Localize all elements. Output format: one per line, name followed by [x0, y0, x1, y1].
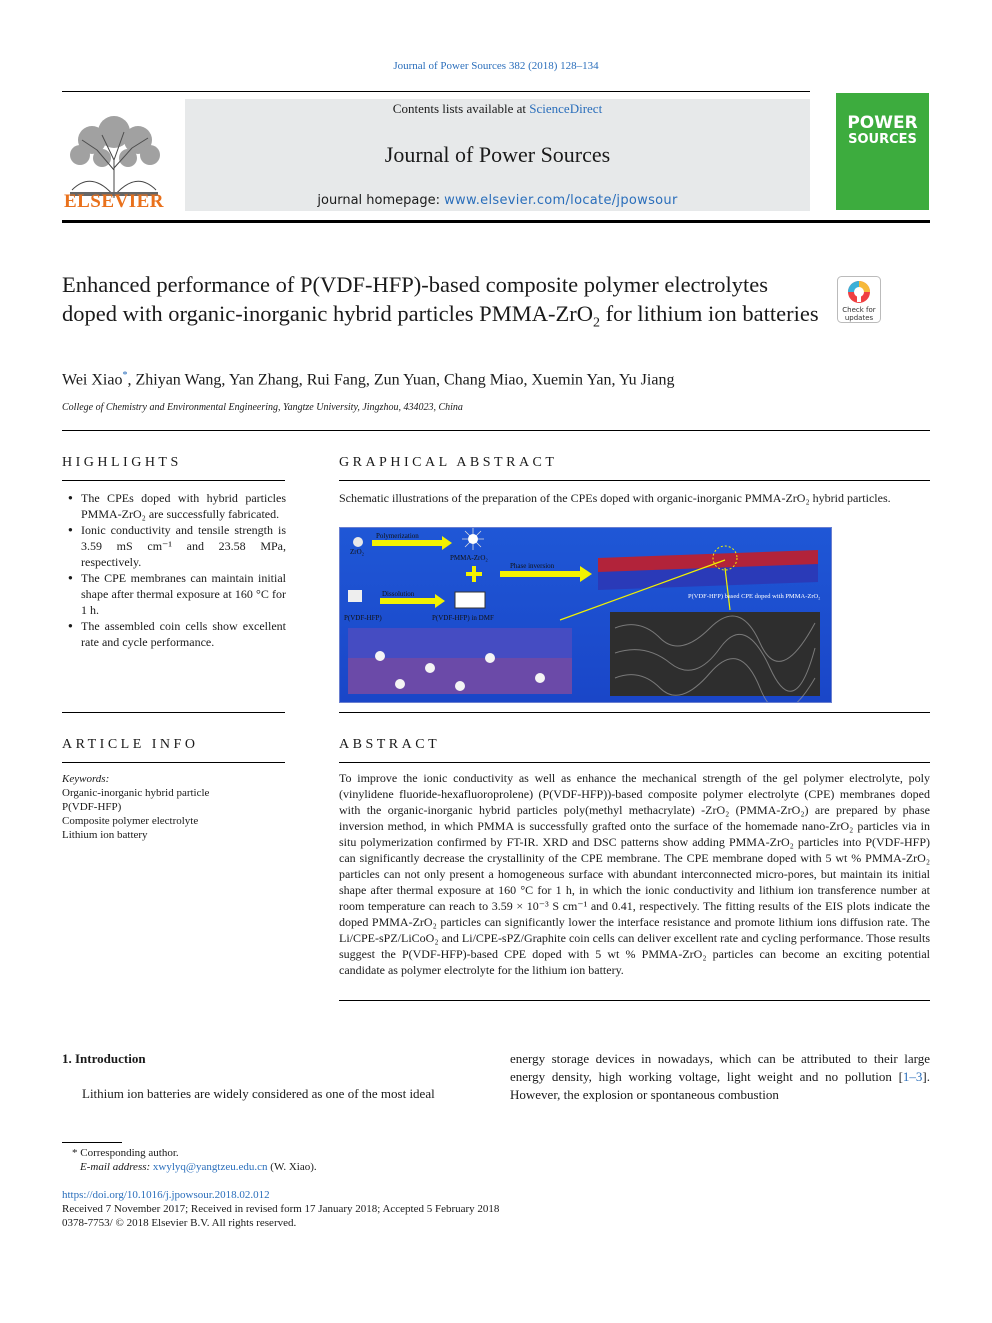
label-pvdf-hfp: P(VDF-HFP) [344, 614, 382, 622]
divider-article-info [62, 762, 285, 763]
pvdf-powder-icon [348, 590, 362, 602]
corresponding-author-note: * Corresponding author. [72, 1147, 179, 1159]
intro-text-a: energy storage devices in nowadays, which can be attributed to their large energy density, high working voltage, light weight and no pollution [ [510, 1051, 930, 1084]
keyword-item: Lithium ion battery [62, 829, 148, 841]
title-subscript: 2 [592, 315, 600, 331]
author-list [62, 370, 930, 389]
graphical-abstract-heading: GRAPHICAL ABSTRACT [339, 455, 558, 470]
arrow-phase-inversion-icon [500, 571, 580, 577]
journal-reference[interactable]: Journal of Power Sources 382 (2018) 128–134 [393, 60, 599, 72]
highlights-heading: HIGHLIGHTS [62, 455, 182, 470]
author-first[interactable]: Wei Xiao [62, 371, 123, 389]
beaker-icon [455, 592, 485, 608]
graphical-abstract-scheme [340, 528, 831, 702]
keyword-item: Organic-inorganic hybrid particle [62, 787, 210, 799]
email-line [62, 1160, 562, 1174]
cover-title-sources: SOURCES [848, 132, 917, 147]
divider-abstract-bottom [339, 1000, 930, 1001]
keywords-block [62, 772, 282, 842]
introduction-heading: 1. Introduction [62, 1051, 146, 1066]
divider-authors [62, 430, 930, 431]
article-title [62, 270, 822, 338]
introduction-paragraph-right [510, 1050, 930, 1104]
label-cpe: P(VDF-HFP) based CPE doped with PMMA-ZrO₂ [688, 593, 821, 600]
header-thick-rule [62, 220, 930, 223]
zro2-particle-icon [353, 537, 363, 547]
crossmark-label: Check for updates [842, 306, 876, 322]
divider-highlights [62, 480, 285, 481]
label-dissolution: Dissolution [382, 590, 415, 598]
divider-abstract [339, 762, 930, 763]
email-suffix: (W. Xiao). [267, 1161, 317, 1173]
cover-title-power: POWER [847, 113, 918, 133]
received-dates: Received 7 November 2017; Received in revised form 17 January 2018; Accepted 5 February 2018 [62, 1203, 500, 1215]
journal-homepage [185, 193, 810, 208]
citation-link[interactable]: 1–3 [902, 1069, 923, 1084]
contents-available [185, 101, 810, 117]
publication-info [62, 1188, 662, 1230]
email-label: E-mail address: [80, 1161, 153, 1173]
introduction-paragraph-left: Lithium ion batteries are widely considered as one of the most ideal [82, 1086, 435, 1101]
arrow-polymerization-icon [372, 540, 442, 546]
abstract-text: To improve the ionic conductivity as well as enhance the mechanical strength of the gel polymer electrolyte, poly (vinylidene fluoride-hexafluoroprolene) (P(VDF-HFP))-based composite polymer electrolyte (CPE) membranes doped with the organic-inorganic hybrid particles poly(methyl methacrylate) -ZrO₂ (PMMA-ZrO₂) are prepared by phase inversion method, in which PMMA is successfully grafted onto the surface of the homemade nano-ZrO₂ particles via in situ polymerization confirmed by FT-IR. XRD and DSC patterns show adding PMMA-ZrO₂ particles into P(VDF-HFP) can significantly decrease the crystallinity of the CPE membrane. The CPE membrane doped with 5 wt % PMMA-ZrO₂ particles can not only present a homogeneous surface with abundant interconnected micro-pores, but maintain its initial shape after thermal exposure at 160 °C for 1 h, in which the ionic conductivity and lithium ion transference number at room temperature can reach to 3.59 × 10⁻³ S cm⁻¹ and 0.41, respectively. The fitting results of the EIS plots indicate the doped PMMA-ZrO₂ particles can significantly lower the interface resistance and promote lithium ions diffusion rate. The Li/CPE-sPZ/LiCoO₂ and Li/CPE-sPZ/Graphite coin cells can deliver excellent rate and cycling performance. Those results suggest the P(VDF-HFP)-based CPE doped with 5 wt % PMMA-ZrO₂ particles can become an exciting potential candidate as polymer electrolyte for the lithium ion battery. [339, 771, 930, 977]
keyword-item: P(VDF-HFP) [62, 801, 122, 813]
abstract-heading: ABSTRACT [339, 737, 441, 752]
corresponding-marker[interactable]: * [122, 370, 128, 381]
contents-prefix: Contents lists available at [392, 101, 530, 116]
sciencedirect-link[interactable]: ScienceDirect [529, 101, 603, 116]
label-pmma-zro2: PMMA-ZrO₂ [450, 554, 488, 562]
doi-link[interactable]: https://doi.org/10.1016/j.jpowsour.2018.02.012 [62, 1189, 270, 1201]
graphical-abstract-image[interactable] [339, 527, 832, 703]
footnote-rule [62, 1142, 122, 1143]
divider-graphical-abstract [339, 480, 930, 481]
highlight-item: ● The CPEs doped with hybrid particles PMMA-ZrO₂ are successfully fabricated. [68, 490, 286, 522]
intro-text-b: ]. However, the explosion or spontaneous combustion [510, 1069, 930, 1102]
title-text-2: for lithium ion batteries [599, 301, 819, 326]
author-rest: , Zhiyan Wang, Yan Zhang, Rui Fang, Zun Yuan, Chang Miao, Xuemin Yan, Yu Jiang [127, 371, 675, 389]
label-zro2: ZrO₂ [350, 548, 365, 556]
email-link[interactable]: xwylyq@yangtzeu.edu.cn [152, 1161, 268, 1173]
graphical-abstract-caption: Schematic illustrations of the preparation of the CPEs doped with organic-inorganic PMMA-ZrO₂ hybrid particles. [339, 491, 891, 505]
footnote [62, 1146, 562, 1174]
elsevier-wordmark: ELSEVIER [63, 191, 165, 212]
divider-highlights-bottom [62, 712, 285, 713]
journal-title: Journal of Power Sources [384, 142, 611, 167]
label-phase-inversion: Phase inversion [510, 562, 555, 570]
article-info-heading: ARTICLE INFO [62, 737, 199, 752]
header-top-rule [62, 91, 810, 92]
highlights-list [68, 490, 286, 650]
affiliation: College of Chemistry and Environmental Engineering, Yangtze University, Jingzhou, 434023, China [62, 402, 463, 413]
divider-graphical-bottom [339, 712, 930, 713]
homepage-link[interactable]: www.elsevier.com/locate/jpowsour [444, 193, 678, 208]
highlight-item: ● The CPE membranes can maintain initial shape after thermal exposure at 160 °C for 1 h. [68, 570, 286, 618]
title-text-1: Enhanced performance of P(VDF-HFP)-based composite polymer electrolytes doped with organic-inorganic hybrid particles PMMA-ZrO [62, 272, 769, 326]
arrow-dissolution-icon [380, 598, 435, 604]
label-pvdf-dmf: P(VDF-HFP) in DMF [432, 614, 494, 622]
journal-cover-image[interactable] [836, 93, 929, 210]
highlight-item: ● The assembled coin cells show excellent rate and cycle performance. [68, 618, 286, 650]
keyword-item: Composite polymer electrolyte [62, 815, 199, 827]
highlight-item: ● Ionic conductivity and tensile strength is 3.59 mS cm⁻¹ and 23.58 MPa, respectively. [68, 522, 286, 570]
keywords-label: Keywords: [62, 773, 110, 785]
label-polymerization: Polymerization [376, 532, 419, 540]
homepage-prefix: journal homepage: [317, 193, 445, 208]
copyright: 0378-7753/ © 2018 Elsevier B.V. All rights reserved. [62, 1217, 297, 1229]
